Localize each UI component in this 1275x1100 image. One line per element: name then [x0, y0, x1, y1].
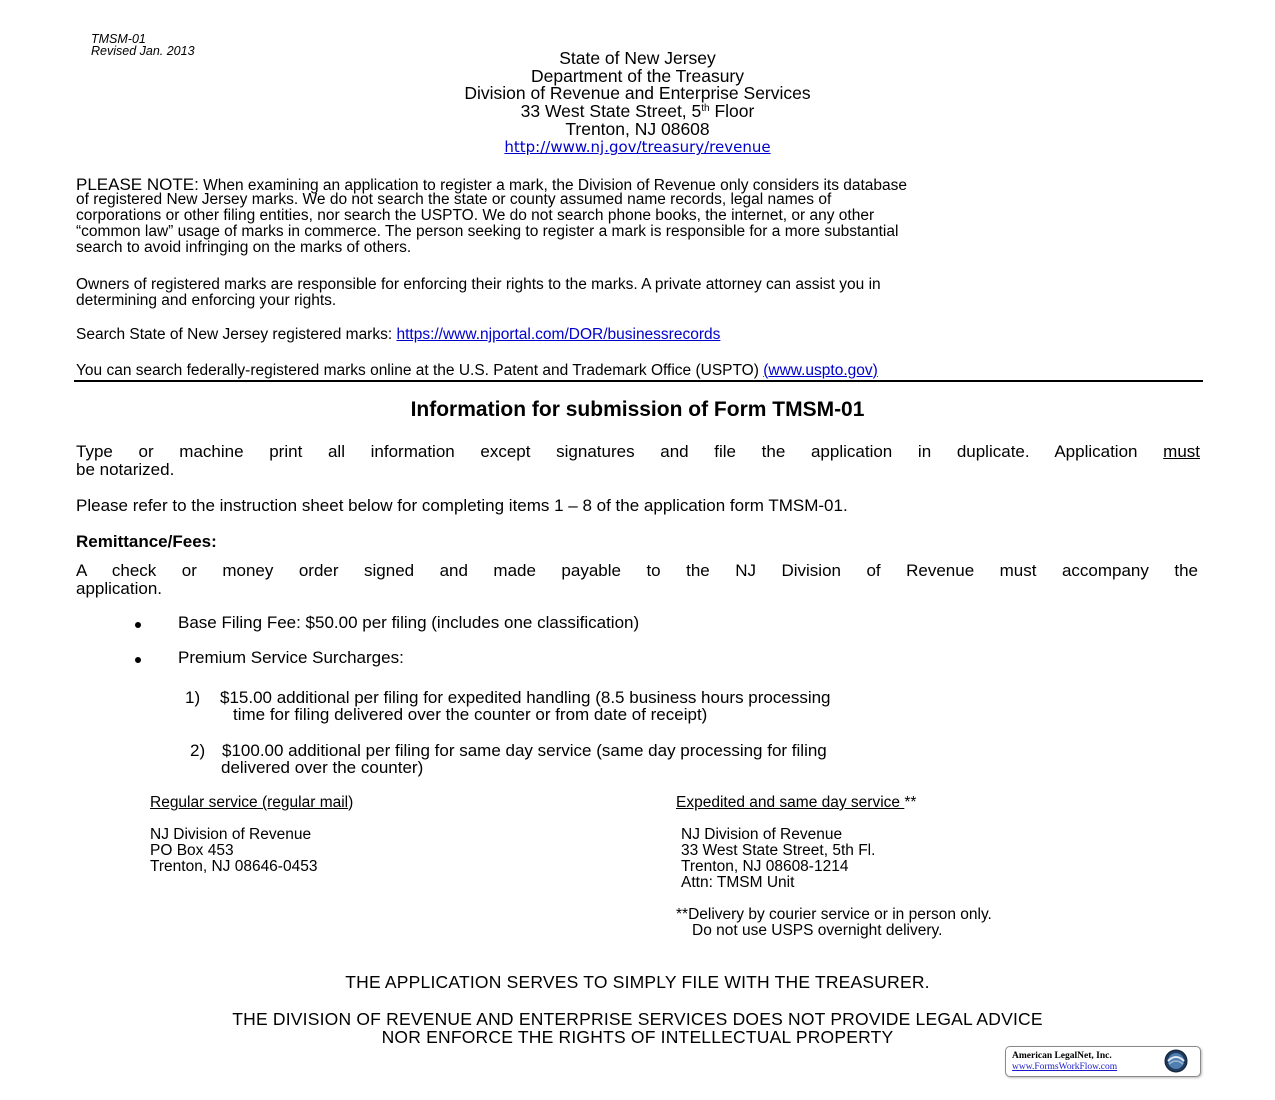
- treasury-revenue-link[interactable]: http://www.nj.gov/treasury/revenue: [504, 138, 771, 156]
- disclaimer-filing: THE APPLICATION SERVES TO SIMPLY FILE WITH THE TREASURER.: [345, 972, 930, 992]
- header-department: Department of the Treasury: [530, 66, 745, 86]
- header-division: Division of Revenue and Enterprise Services: [464, 83, 811, 103]
- revision-date: Revised Jan. 2013: [91, 44, 195, 58]
- search-nj-row: Search State of New Jersey registered marks: https://www.njportal.com/DOR/businessrecords: [76, 326, 721, 343]
- american-legalnet-badge[interactable]: [1005, 1046, 1201, 1077]
- section-divider: [74, 380, 1203, 382]
- expedited-service-heading: Expedited and same day service: [676, 794, 905, 811]
- search-uspto-row: You can search federally-registered marks online at the U.S. Patent and Trademark Office (USPTO) (www.uspto.gov): [76, 362, 878, 379]
- header-city: Trenton, NJ 08608: [565, 119, 710, 139]
- remittance-heading: Remittance/Fees:: [76, 532, 217, 551]
- delivery-note: **Delivery by courier service or in person only.: [676, 906, 992, 923]
- header-state: State of New Jersey: [559, 48, 716, 68]
- bullet-icon: [135, 657, 141, 663]
- header-url-row: [0, 138, 1275, 157]
- form-id: TMSM-01: [91, 32, 146, 46]
- bullet-icon: [135, 622, 141, 628]
- delivery-note-2: Do not use USPS overnight delivery.: [692, 922, 943, 939]
- uspto-link[interactable]: (www.uspto.gov): [763, 362, 878, 379]
- globe-logo-icon: [1164, 1049, 1188, 1073]
- badge-company: American LegalNet, Inc.: [1012, 1051, 1112, 1061]
- header-address: 33 West State Street, 5th Floor: [520, 101, 755, 121]
- njportal-link[interactable]: https://www.njportal.com/DOR/businessrecords: [396, 326, 721, 343]
- refer-paragraph: Please refer to the instruction sheet below for completing items 1 – 8 of the application form TMSM-01.: [76, 496, 848, 515]
- must-emphasis: must: [1163, 442, 1200, 461]
- disclaimer-legal-advice: THE DIVISION OF REVENUE AND ENTERPRISE SERVICES DOES NOT PROVIDE LEGAL ADVICE: [232, 1009, 1043, 1029]
- please-note-label: PLEASE NOTE:: [76, 175, 199, 194]
- badge-url[interactable]: www.FormsWorkFlow.com: [1012, 1062, 1118, 1072]
- regular-service-heading: Regular service (regular mail: [150, 794, 349, 811]
- disclaimer-ip: NOR ENFORCE THE RIGHTS OF INTELLECTUAL PROPERTY: [381, 1027, 894, 1047]
- section-title: Information for submission of Form TMSM-01: [410, 398, 865, 421]
